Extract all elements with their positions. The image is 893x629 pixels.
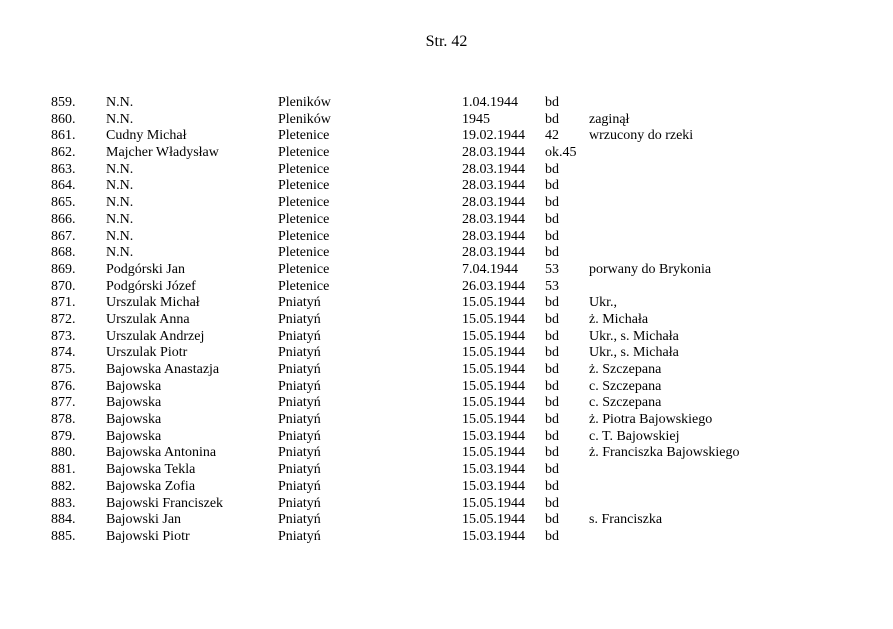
record-note: Ukr., s. Michała <box>589 328 679 344</box>
record-row <box>51 395 851 412</box>
record-row <box>51 162 851 179</box>
record-name: Bajowski Franciszek <box>106 495 224 511</box>
record-name: Urszulak Michał <box>106 295 200 311</box>
record-date: 15.05.1944 <box>462 328 525 344</box>
record-row <box>51 312 851 329</box>
record-age: bd <box>545 311 559 327</box>
record-number: 882. <box>51 478 76 494</box>
record-place: Pletenice <box>278 228 330 244</box>
record-note: Ukr., s. Michała <box>589 345 679 361</box>
record-place: Pniatyń <box>278 428 321 444</box>
record-date: 15.05.1944 <box>462 395 525 411</box>
record-row <box>51 362 851 379</box>
record-age: bd <box>545 345 559 361</box>
record-row <box>51 462 851 479</box>
record-date: 7.04.1944 <box>462 261 518 277</box>
record-place: Pletenice <box>278 178 330 194</box>
record-number: 873. <box>51 328 76 344</box>
record-number: 866. <box>51 211 76 227</box>
record-number: 861. <box>51 128 76 144</box>
record-number: 876. <box>51 378 76 394</box>
record-place: Pleników <box>278 95 331 110</box>
record-place: Pniatyń <box>278 512 321 528</box>
record-row <box>51 529 851 546</box>
record-place: Pniatyń <box>278 495 321 511</box>
record-number: 885. <box>51 528 76 544</box>
record-name: N.N. <box>106 178 134 194</box>
record-date: 15.03.1944 <box>462 478 525 494</box>
record-row <box>51 245 851 262</box>
record-place: Pniatyń <box>278 295 321 311</box>
record-number: 874. <box>51 345 76 361</box>
record-age: bd <box>545 245 559 261</box>
record-row <box>51 279 851 296</box>
record-note: porwany do Brykonia <box>589 261 712 277</box>
record-number: 867. <box>51 228 76 244</box>
record-age: bd <box>545 178 559 194</box>
record-age: ok.45 <box>545 145 577 161</box>
record-date: 15.03.1944 <box>462 528 525 544</box>
record-place: Pniatyń <box>278 462 321 478</box>
record-age: 53 <box>545 278 559 294</box>
record-place: Pniatyń <box>278 328 321 344</box>
record-row <box>51 345 851 362</box>
record-age: bd <box>545 111 559 127</box>
record-note: zaginął <box>589 111 630 127</box>
record-age: bd <box>545 228 559 244</box>
record-row <box>51 145 851 162</box>
record-row <box>51 445 851 462</box>
record-age: bd <box>545 328 559 344</box>
record-name: Podgórski Jan <box>106 261 185 277</box>
record-place: Pniatyń <box>278 311 321 327</box>
record-place: Pletenice <box>278 145 330 161</box>
record-date: 28.03.1944 <box>462 195 525 211</box>
record-age: bd <box>545 211 559 227</box>
record-date: 15.05.1944 <box>462 345 525 361</box>
record-number: 881. <box>51 462 76 478</box>
record-name: Bajowska Anastazja <box>106 362 220 377</box>
record-row <box>51 429 851 446</box>
record-date: 15.05.1944 <box>462 378 525 394</box>
record-name: Majcher Władysław <box>106 145 219 161</box>
record-date: 28.03.1944 <box>462 211 525 227</box>
record-row <box>51 496 851 513</box>
record-row <box>51 95 851 112</box>
record-note: ż. Piotra Bajowskiego <box>589 412 713 428</box>
record-name: Cudny Michał <box>106 128 187 144</box>
record-date: 28.03.1944 <box>462 245 525 261</box>
record-name: Urszulak Andrzej <box>106 328 205 344</box>
record-number: 877. <box>51 395 76 411</box>
record-row <box>51 212 851 229</box>
record-name: Urszulak Anna <box>106 311 190 327</box>
record-date: 28.03.1944 <box>462 145 525 161</box>
record-date: 28.03.1944 <box>462 161 525 177</box>
record-date: 15.03.1944 <box>462 462 525 478</box>
record-age: bd <box>545 378 559 394</box>
record-age: bd <box>545 95 559 110</box>
record-name: Bajowska <box>106 428 162 444</box>
record-age: bd <box>545 362 559 377</box>
record-place: Pletenice <box>278 211 330 227</box>
record-number: 863. <box>51 161 76 177</box>
record-row <box>51 128 851 145</box>
record-age: bd <box>545 395 559 411</box>
record-age: bd <box>545 161 559 177</box>
record-date: 15.05.1944 <box>462 412 525 428</box>
record-number: 864. <box>51 178 76 194</box>
record-row <box>51 295 851 312</box>
record-row <box>51 195 851 212</box>
record-place: Pniatyń <box>278 412 321 428</box>
record-row <box>51 329 851 346</box>
record-note: c. Szczepana <box>589 378 662 394</box>
record-row <box>51 479 851 496</box>
record-row <box>51 512 851 529</box>
record-note: c. Szczepana <box>589 395 662 411</box>
record-name: Bajowska Zofia <box>106 478 196 494</box>
record-place: Pniatyń <box>278 478 321 494</box>
record-number: 865. <box>51 195 76 211</box>
record-note: Ukr., <box>589 295 617 311</box>
record-row <box>51 178 851 195</box>
record-date: 1.04.1944 <box>462 95 518 110</box>
record-number: 879. <box>51 428 76 444</box>
record-name: N.N. <box>106 211 134 227</box>
record-number: 883. <box>51 495 76 511</box>
page-title: Str. 42 <box>425 33 468 50</box>
record-row <box>51 262 851 279</box>
record-note: ż. Michała <box>589 311 649 327</box>
record-age: bd <box>545 445 559 461</box>
record-age: 53 <box>545 261 559 277</box>
record-name: N.N. <box>106 195 134 211</box>
record-age: bd <box>545 495 559 511</box>
record-row <box>51 229 851 246</box>
record-number: 870. <box>51 278 76 294</box>
record-number: 872. <box>51 311 76 327</box>
record-number: 862. <box>51 145 76 161</box>
record-row <box>51 412 851 429</box>
record-age: bd <box>545 512 559 528</box>
record-note: s. Franciszka <box>589 512 663 528</box>
record-place: Pletenice <box>278 161 330 177</box>
record-name: Bajowska <box>106 378 162 394</box>
record-note: ż. Franciszka Bajowskiego <box>589 445 740 461</box>
record-number: 869. <box>51 261 76 277</box>
record-number: 868. <box>51 245 76 261</box>
record-note: ż. Szczepana <box>589 362 662 377</box>
record-place: Pletenice <box>278 245 330 261</box>
record-number: 871. <box>51 295 76 311</box>
record-note: c. T. Bajowskiej <box>589 428 680 444</box>
record-date: 15.05.1944 <box>462 512 525 528</box>
record-number: 880. <box>51 445 76 461</box>
record-name: N.N. <box>106 111 134 127</box>
record-name: N.N. <box>106 228 134 244</box>
record-date: 15.03.1944 <box>462 428 525 444</box>
record-date: 26.03.1944 <box>462 278 525 294</box>
record-date: 15.05.1944 <box>462 295 525 311</box>
record-date: 28.03.1944 <box>462 228 525 244</box>
record-name: N.N. <box>106 161 134 177</box>
record-date: 19.02.1944 <box>462 128 525 144</box>
record-name: Podgórski Józef <box>106 278 196 294</box>
record-name: Bajowski Jan <box>106 512 182 528</box>
record-name: N.N. <box>106 95 134 110</box>
record-age: 42 <box>545 128 559 144</box>
record-age: bd <box>545 195 559 211</box>
record-date: 28.03.1944 <box>462 178 525 194</box>
record-number: 875. <box>51 362 76 377</box>
record-age: bd <box>545 295 559 311</box>
record-place: Pletenice <box>278 261 330 277</box>
record-row <box>51 379 851 396</box>
record-age: bd <box>545 478 559 494</box>
record-number: 860. <box>51 111 76 127</box>
record-name: N.N. <box>106 245 134 261</box>
record-place: Pletenice <box>278 128 330 144</box>
record-name: Bajowska Antonina <box>106 445 217 461</box>
record-name: Bajowski Piotr <box>106 528 190 544</box>
record-name: Urszulak Piotr <box>106 345 188 361</box>
record-date: 15.05.1944 <box>462 362 525 377</box>
record-place: Pniatyń <box>278 362 321 377</box>
record-place: Pleników <box>278 111 331 127</box>
record-name: Bajowska Tekla <box>106 462 196 478</box>
record-place: Pniatyń <box>278 528 321 544</box>
record-place: Pniatyń <box>278 445 321 461</box>
record-date: 1945 <box>462 111 490 127</box>
record-age: bd <box>545 528 559 544</box>
record-number: 878. <box>51 412 76 428</box>
record-number: 859. <box>51 95 76 110</box>
record-date: 15.05.1944 <box>462 495 525 511</box>
record-note: wrzucony do rzeki <box>589 128 694 144</box>
record-name: Bajowska <box>106 395 162 411</box>
record-age: bd <box>545 428 559 444</box>
record-number: 884. <box>51 512 76 528</box>
record-place: Pniatyń <box>278 345 321 361</box>
record-age: bd <box>545 462 559 478</box>
record-date: 15.05.1944 <box>462 311 525 327</box>
record-place: Pniatyń <box>278 395 321 411</box>
records-list <box>51 95 851 546</box>
record-name: Bajowska <box>106 412 162 428</box>
record-place: Pniatyń <box>278 378 321 394</box>
record-age: bd <box>545 412 559 428</box>
record-date: 15.05.1944 <box>462 445 525 461</box>
record-row <box>51 112 851 129</box>
record-place: Pletenice <box>278 195 330 211</box>
record-place: Pletenice <box>278 278 330 294</box>
